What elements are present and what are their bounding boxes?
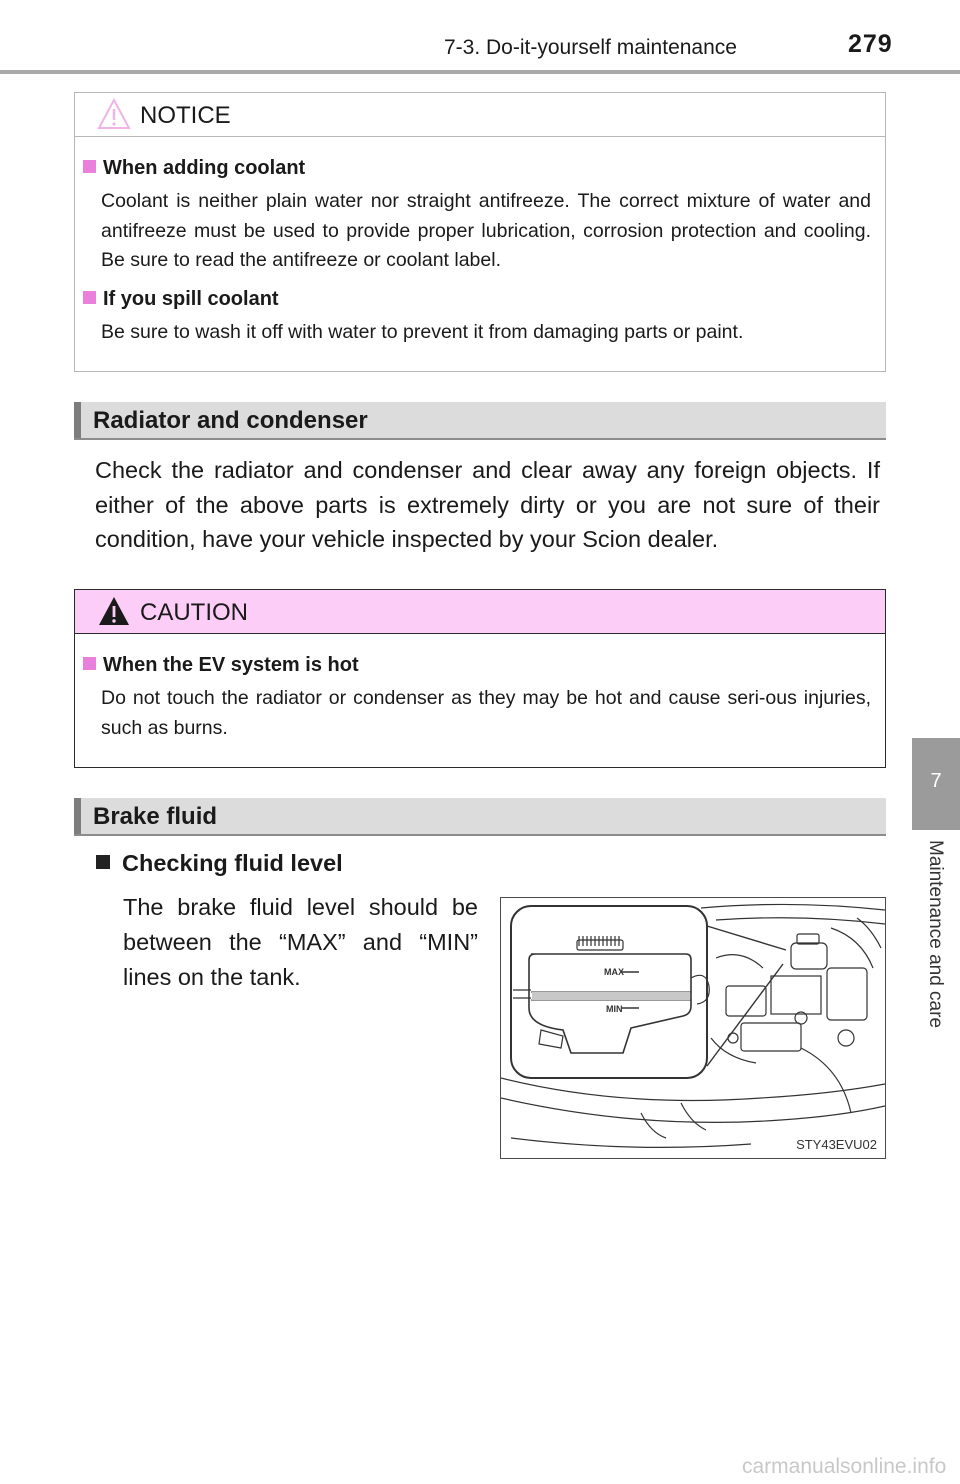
section-title: 7-3. Do-it-yourself maintenance [444, 36, 737, 59]
page-number: 279 [848, 30, 893, 58]
chapter-tab-divider [912, 830, 960, 832]
caution-box [74, 589, 886, 768]
section-heading-bar [74, 798, 81, 834]
brake-fluid-reservoir-illustration [500, 897, 886, 1159]
chapter-title: Maintenance and care [925, 840, 946, 1029]
notice-item-body: Be sure to wash it off with water to prevent it from damaging parts or paint. [101, 321, 744, 343]
section-heading-bar [74, 402, 81, 438]
figure-code: STY43EVU02 [796, 1137, 877, 1152]
pink-square-bullet-icon [83, 160, 96, 173]
chapter-number: 7 [930, 770, 942, 792]
black-square-bullet-icon [96, 855, 110, 869]
brake-fluid-paragraph: The brake fluid level should be between the “MAX” and “MIN” lines on the tank. [123, 894, 478, 990]
watermark: carmanualsonline.info [742, 1455, 947, 1478]
pink-square-bullet-icon [83, 657, 96, 670]
warning-outline-icon [97, 98, 131, 130]
notice-title: NOTICE [140, 102, 231, 129]
warning-filled-icon [97, 595, 131, 627]
section-heading-radiator [74, 402, 886, 440]
caution-item-heading: When the EV system is hot [83, 654, 359, 677]
notice-box [74, 92, 886, 372]
caution-title-bar [75, 590, 885, 634]
header-rule [0, 70, 960, 74]
subheading-checking-fluid: Checking fluid level [96, 850, 343, 877]
radiator-paragraph: Check the radiator and condenser and clear away any foreign objects. If either of the above parts is extremely dirty or you are not sure of their condition, have your vehicle inspected by your Scion dealer. [95, 457, 880, 552]
caution-item-body: Do not touch the radiator or condenser as they may be hot and cause seri-ous injuries, such as burns. [101, 687, 871, 739]
chapter-title-vertical [914, 840, 958, 1060]
min-line-label: MIN [606, 1004, 623, 1014]
page-header [0, 0, 960, 76]
engine-bay-drawing [501, 898, 886, 1159]
notice-item-heading: If you spill coolant [83, 288, 279, 311]
section-heading-text: Radiator and condenser [93, 407, 368, 434]
section-heading-brake [74, 798, 886, 836]
chapter-tab[interactable] [912, 738, 960, 830]
pink-square-bullet-icon [83, 291, 96, 304]
notice-item-body: Coolant is neither plain water nor straight antifreeze. The correct mixture of water and antifreeze must be used to provide proper lubrication, corrosion protection and cooling. Be sure to read the antifreeze or coolant label. [101, 190, 871, 271]
notice-title-bar [75, 93, 885, 137]
max-line-label: MAX [604, 967, 624, 977]
section-heading-text: Brake fluid [93, 803, 218, 830]
notice-item-heading: When adding coolant [83, 157, 305, 180]
caution-title: CAUTION [140, 599, 248, 626]
